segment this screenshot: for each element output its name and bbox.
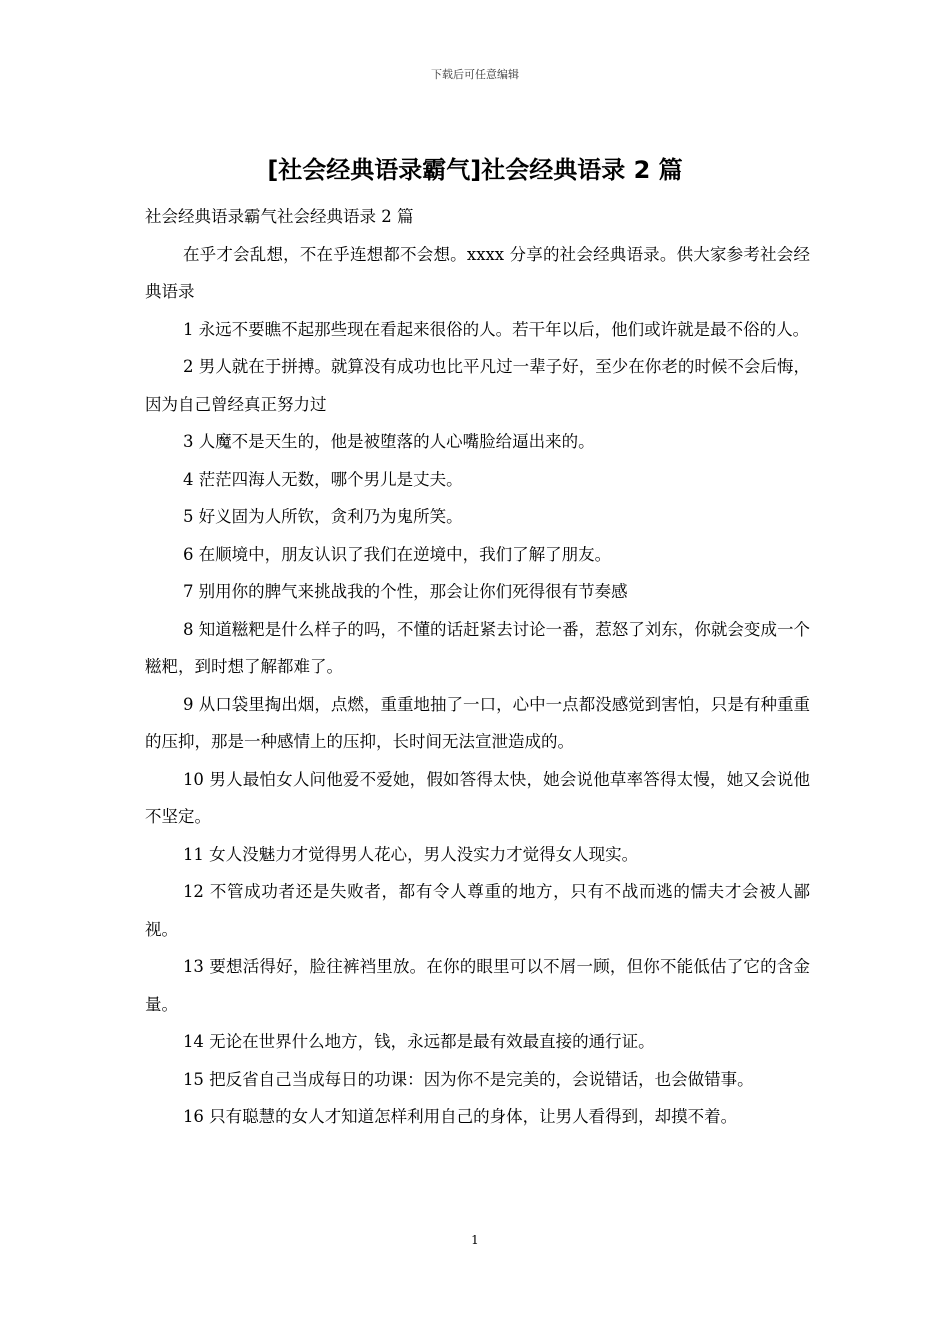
- header-note: 下载后可任意编辑: [431, 68, 519, 81]
- quote-paragraph: 1 永远不要瞧不起那些现在看起来很俗的人。若干年以后，他们或许就是最不俗的人。: [182, 319, 810, 339]
- quote-paragraph: 4 茫茫四海人无数，哪个男儿是丈夫。: [182, 469, 463, 489]
- quote-paragraph: 11 女人没魅力才觉得男人花心，男人没实力才觉得女人现实。: [182, 844, 639, 864]
- quote-paragraph: 5 好义固为人所钦，贪利乃为鬼所笑。: [182, 507, 463, 526]
- quote-paragraph: 9 从口袋里掏出烟，点燃，重重地抽了一口，心中一点都没感觉到害怕，只是有种重重的压抑，那是一种感情上的压抑，长时间无法宣泄造成的。: [145, 694, 810, 751]
- intro-paragraph: 在乎才会乱想，不在乎连想都不会想。xxxx 分享的社会经典语录。供大家参考社会经典语录: [145, 244, 810, 301]
- document-body: [145, 198, 810, 1136]
- quote-paragraph: 7 别用你的脾气来挑战我的个性，那会让你们死得很有节奏感: [182, 582, 628, 601]
- quote-paragraph: 3 人魔不是天生的，他是被堕落的人心嘴脸给逼出来的。: [182, 432, 595, 451]
- document-subtitle: 社会经典语录霸气社会经典语录 2 篇: [145, 207, 414, 226]
- quote-paragraph: 14 无论在世界什么地方，钱，永远都是最有效最直接的通行证。: [182, 1032, 655, 1051]
- quote-paragraph: 13 要想活得好，脸往裤裆里放。在你的眼里可以不屑一顾，但你不能低估了它的含金量。: [145, 957, 810, 1014]
- quote-paragraph: 16 只有聪慧的女人才知道怎样利用自己的身体，让男人看得到，却摸不着。: [182, 1107, 738, 1126]
- document-title: [社会经典语录霸气]社会经典语录 2 篇: [267, 156, 683, 184]
- quote-paragraph: 12 不管成功者还是失败者，都有令人尊重的地方，只有不战而逃的懦夫才会被人鄙视。: [145, 882, 810, 939]
- page-number: 1: [471, 1233, 479, 1247]
- quote-paragraph: 8 知道糍粑是什么样子的吗，不懂的话赶紧去讨论一番，惹怒了刘东，你就会变成一个糍粑，到时想了解都难了。: [145, 619, 810, 676]
- quote-paragraph: 10 男人最怕女人问他爱不爱她，假如答得太快，她会说他草率答得太慢，她又会说他不坚定。: [145, 769, 810, 826]
- quote-paragraph: 2 男人就在于拼搏。就算没有成功也比平凡过一辈子好，至少在你老的时候不会后悔，因为自己曾经真正努力过: [145, 357, 810, 414]
- quote-paragraph: 15 把反省自己当成每日的功课：因为你不是完美的，会说错话，也会做错事。: [182, 1069, 754, 1089]
- quote-paragraph: 6 在顺境中，朋友认识了我们在逆境中，我们了解了朋友。: [182, 544, 612, 564]
